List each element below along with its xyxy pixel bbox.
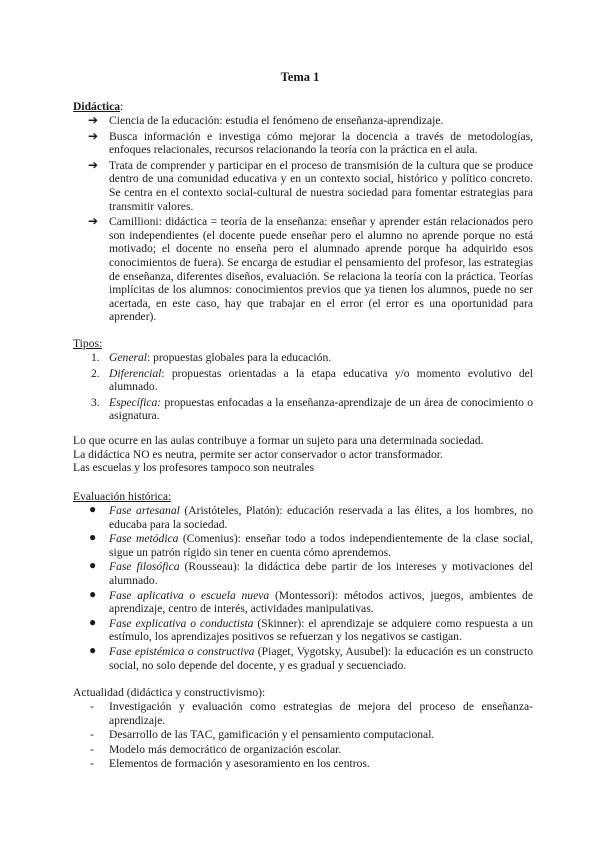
arrow-icon: ➔ [88, 214, 99, 229]
list-item: ● Fase metódica (Comenius): enseñar todo a todos independientemente de la clase social, sigue un patrón rígido sin tener en cuenta cómo aprendemos. [89, 530, 533, 559]
list-item: ● Fase epistémica o constructiva (Piaget, Vygotsky, Ausubel): la educación es un constructo social, no solo depende del docente, y es gradual y secuenciado. [89, 642, 534, 672]
list-item: ➔ Trata de comprender y participar en el proceso de transmisión de la cultura que se produce dentro de una comunidad educativa y en un contexto social, histórico y político concreto. Se centra en el contexto social-cultural de nuestra sociedad para fomentar estrategias para transmitir valores. [88, 157, 533, 213]
section-didactica [73, 100, 533, 326]
evaluacion-heading: Evaluación histórica: [73, 490, 172, 503]
bullet-icon: ● [89, 502, 97, 516]
list-item: ● Fase filosófica (Rousseau): la didáctica debe partir de los intereses y motivaciones del alumnado. [89, 558, 534, 587]
arrow-icon: ➔ [88, 113, 99, 127]
actualidad-list [73, 700, 533, 771]
list-item: - Desarrollo de las TAC, gamificación y el pensamiento computacional. [90, 728, 435, 742]
actualidad-heading: Actualidad (didáctica y constructivismo): [73, 686, 266, 699]
didactica-list [73, 114, 533, 324]
dash-icon: - [90, 700, 94, 713]
section-actualidad [73, 686, 533, 772]
list-item: - Modelo más democrático de organización escolar. [90, 742, 342, 756]
bullet-icon: ● [89, 586, 97, 601]
tipos-heading: Tipos: [73, 337, 103, 350]
tipos-list [73, 351, 533, 423]
bullet-icon: ● [89, 530, 97, 545]
evaluacion-list [73, 504, 533, 672]
list-item: 1. General: propuestas globales para la educación. [91, 351, 332, 364]
paragraph-line: La didáctica NO es neutra, permite ser actor conservador o actor transformador. [73, 447, 443, 461]
list-item: 2. Diferencial: propuestas orientadas a la etapa educativa y/o momento evolutivo del alumnado. [91, 366, 533, 394]
list-item: ● Fase explicativa o conductista (Skinner): el aprendizaje se adquiere como respuesta a un estímulo, los aprendizajes positivos se refuerzan y los negativos se castigan. [89, 614, 533, 644]
list-item: ● Fase artesanal (Aristóteles, Platón): educación reservada a las élites, a los hombres, no educaba para la sociedad. [89, 502, 533, 531]
paragraph-line: Las escuelas y los profesores tampoco son neutrales [73, 461, 315, 475]
list-item: ● Fase aplicativa o escuela nueva (Montessori): métodos activos, juegos, ambientes de aprendizaje, centro de interés, actividades manipulativas. [89, 586, 533, 616]
dash-icon: - [90, 742, 94, 756]
dash-icon: - [90, 728, 94, 742]
section-tipos [73, 337, 533, 425]
list-item: ➔ Busca información e investiga cómo mejorar la docencia a través de metodologías, enfoques relacionales, recursos relacionando la teoría con la práctica en el aula. [88, 128, 533, 157]
section-evaluacion [73, 490, 533, 673]
didactica-heading: Didáctica: [73, 100, 124, 113]
page-title: Tema 1 [280, 70, 320, 84]
section-paragraph [73, 434, 533, 475]
list-item: ➔ Ciencia de la educación: estudia el fenómeno de enseñanza-aprendizaje. [88, 113, 444, 127]
bullet-icon: ● [89, 614, 97, 629]
list-item: 3. Específica: propuestas enfocadas a la enseñanza-aprendizaje de un área de conocimiento o asignatura. [91, 395, 533, 423]
bullet-icon: ● [89, 558, 97, 573]
list-item: - Elementos de formación y asesoramiento en los centros. [90, 757, 370, 771]
list-item: ➔ Camillioni: didáctica = teoría de la enseñanza: enseñar y aprender están relacionados pero son independientes (el docente puede enseñar pero el alumno no aprende porque no está motivado; el docente no enseña pero el alumnado aprende porque ha adquirido esos conocimientos de fuera). Se encarga de estudiar el pensamiento del profesor, las estrategias de enseñanza, diferentes diseños, evaluación. Se relaciona la teoría con la práctica. Teorías implícitas de los alumnos: conocimientos previos que ya tienen los alumnos, puede no ser acertada, en este caso, hay que trabajar en el error (el error es una oportunidad para aprender). [88, 214, 533, 324]
dash-icon: - [90, 757, 94, 771]
bullet-icon: ● [89, 642, 97, 657]
arrow-icon: ➔ [88, 128, 99, 143]
paragraph-line: Lo que ocurre en las aulas contribuye a formar un sujeto para una determinada sociedad. [73, 434, 484, 447]
list-item: - Investigación y evaluación como estrategias de mejora del proceso de enseñanza-aprendizaje. [90, 700, 533, 727]
arrow-icon: ➔ [88, 157, 99, 172]
